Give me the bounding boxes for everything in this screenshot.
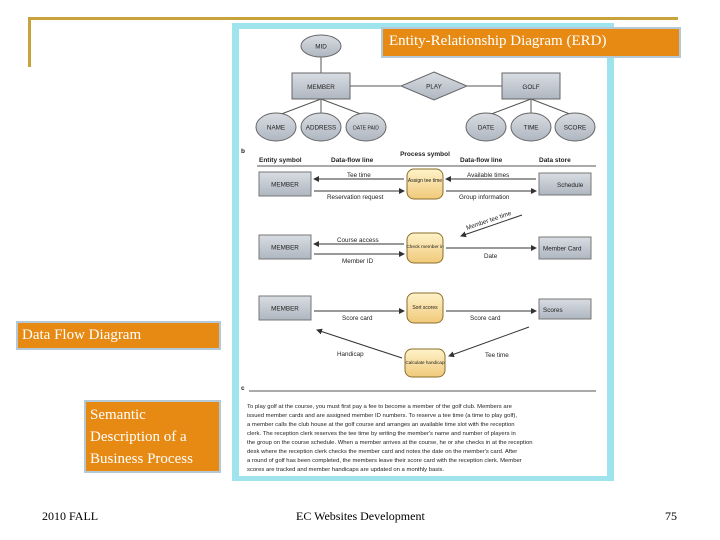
dfd-process-assign xyxy=(407,169,443,199)
footer-course-title: EC Websites Development xyxy=(296,509,425,523)
dfd-flow-handicap-label: Handicap xyxy=(337,351,364,358)
erd-attr-score-label: SCORE xyxy=(563,124,587,132)
dfd-header-flow-right: Data-flow line xyxy=(460,157,503,164)
erd-attr-time-label: TIME xyxy=(523,124,539,132)
dfd-flow-available-label: Available times xyxy=(467,172,510,179)
dfd-flow-tee-time-label: Tee time xyxy=(347,172,371,179)
dfd-flow-score-card-right-label: Score card xyxy=(470,315,501,322)
diagram-figure xyxy=(239,29,607,476)
dfd-entity-member-1-label: MEMBER xyxy=(271,181,299,189)
dfd-flow-tee-time-2-label: Tee time xyxy=(485,352,509,359)
dfd-entity-member-3-label: MEMBER xyxy=(271,305,299,313)
dfd-store-scores-label: Scores xyxy=(543,307,563,314)
dfd-header-entity: Entity symbol xyxy=(259,157,302,164)
dfd-header-process: Process symbol xyxy=(400,151,450,158)
desc-line-3: a member calls the club house at the golf course and arranges an available time slot with the reception xyxy=(247,422,515,428)
desc-line-5: the group on the course schedule. When a member arrives at the course, he or she checks in at the reception xyxy=(247,440,533,446)
dfd-process-assign-label: Assign tee time xyxy=(407,178,443,184)
dfd-header-flow-left: Data-flow line xyxy=(331,157,374,164)
dfd-flow-score-card-left-label: Score card xyxy=(342,315,373,322)
dfd-flow-group-info-label: Group information xyxy=(459,194,510,201)
erd-relationship-play-label: PLAY xyxy=(426,83,442,91)
dfd-flow-member-tee-label: Member tee time xyxy=(465,209,513,232)
dfd-flow-member-id-label: Member ID xyxy=(342,258,374,265)
footer-page-number: 75 xyxy=(665,509,677,523)
desc-line-6: desk where the reception clerk checks the member card and notes the date on the member's card. After xyxy=(247,449,518,455)
dfd-store-member-card-label: Member Card xyxy=(543,245,582,253)
dfd-process-sort-scores-label: Sort scores xyxy=(412,305,438,311)
desc-line-4: clerk. The reception clerk reserves the tee time by writing the member's name and number of players in xyxy=(247,431,516,437)
dfd-panel-letter: b xyxy=(241,148,245,155)
erd-attr-date-label: DATE xyxy=(477,124,495,132)
dfd-flow-date-label: Date xyxy=(484,253,498,260)
slide-frame-left-line xyxy=(28,17,31,67)
semantic-callout-label: Semantic Description of a Business Process xyxy=(84,400,221,473)
footer-term: 2010 FALL xyxy=(42,509,99,523)
dfd-header-store: Data store xyxy=(539,157,571,164)
dfd-process-check-in-label: Check member in xyxy=(406,245,444,250)
desc-panel-letter: c xyxy=(241,385,245,392)
desc-text xyxy=(247,404,533,473)
dfd-entity-member-2-label: MEMBER xyxy=(271,244,299,252)
erd-attr-date-paid-label: DATE PAID xyxy=(353,125,379,132)
slide-frame-top-line xyxy=(28,17,678,20)
erd-entity-golf-label: GOLF xyxy=(522,84,540,91)
desc-line-8: scores are tracked and member handicaps are updated on a monthly basis. xyxy=(247,467,445,473)
dfd-flow-course-access-label: Course access xyxy=(337,237,379,244)
erd-attr-mid-label: MID xyxy=(315,43,327,51)
erd-entity-member-label: MEMBER xyxy=(307,84,335,91)
desc-line-7: a round of golf has been completed, the members leave their score card with the reception clerk. Member xyxy=(247,458,522,464)
desc-line-2: issued member cards and are assigned member ID numbers. To reserve a tee time (a time to play golf), xyxy=(247,413,517,419)
dfd-callout-label: Data Flow Diagram xyxy=(16,321,221,350)
erd-attr-address-label: ADDRESS xyxy=(305,124,337,132)
dfd-process-handicap-label: Calculate handicap xyxy=(405,360,445,365)
erd-attr-name-label: NAME xyxy=(266,124,286,132)
dfd-store-schedule-label: Schedule xyxy=(557,182,584,189)
desc-line-1: To play golf at the course, you must first pay a fee to become a member of the golf club. Members are xyxy=(247,404,512,410)
dfd-flow-reservation-label: Reservation request xyxy=(327,194,384,201)
erd-callout-label: Entity-Relationship Diagram (ERD) xyxy=(381,27,681,58)
